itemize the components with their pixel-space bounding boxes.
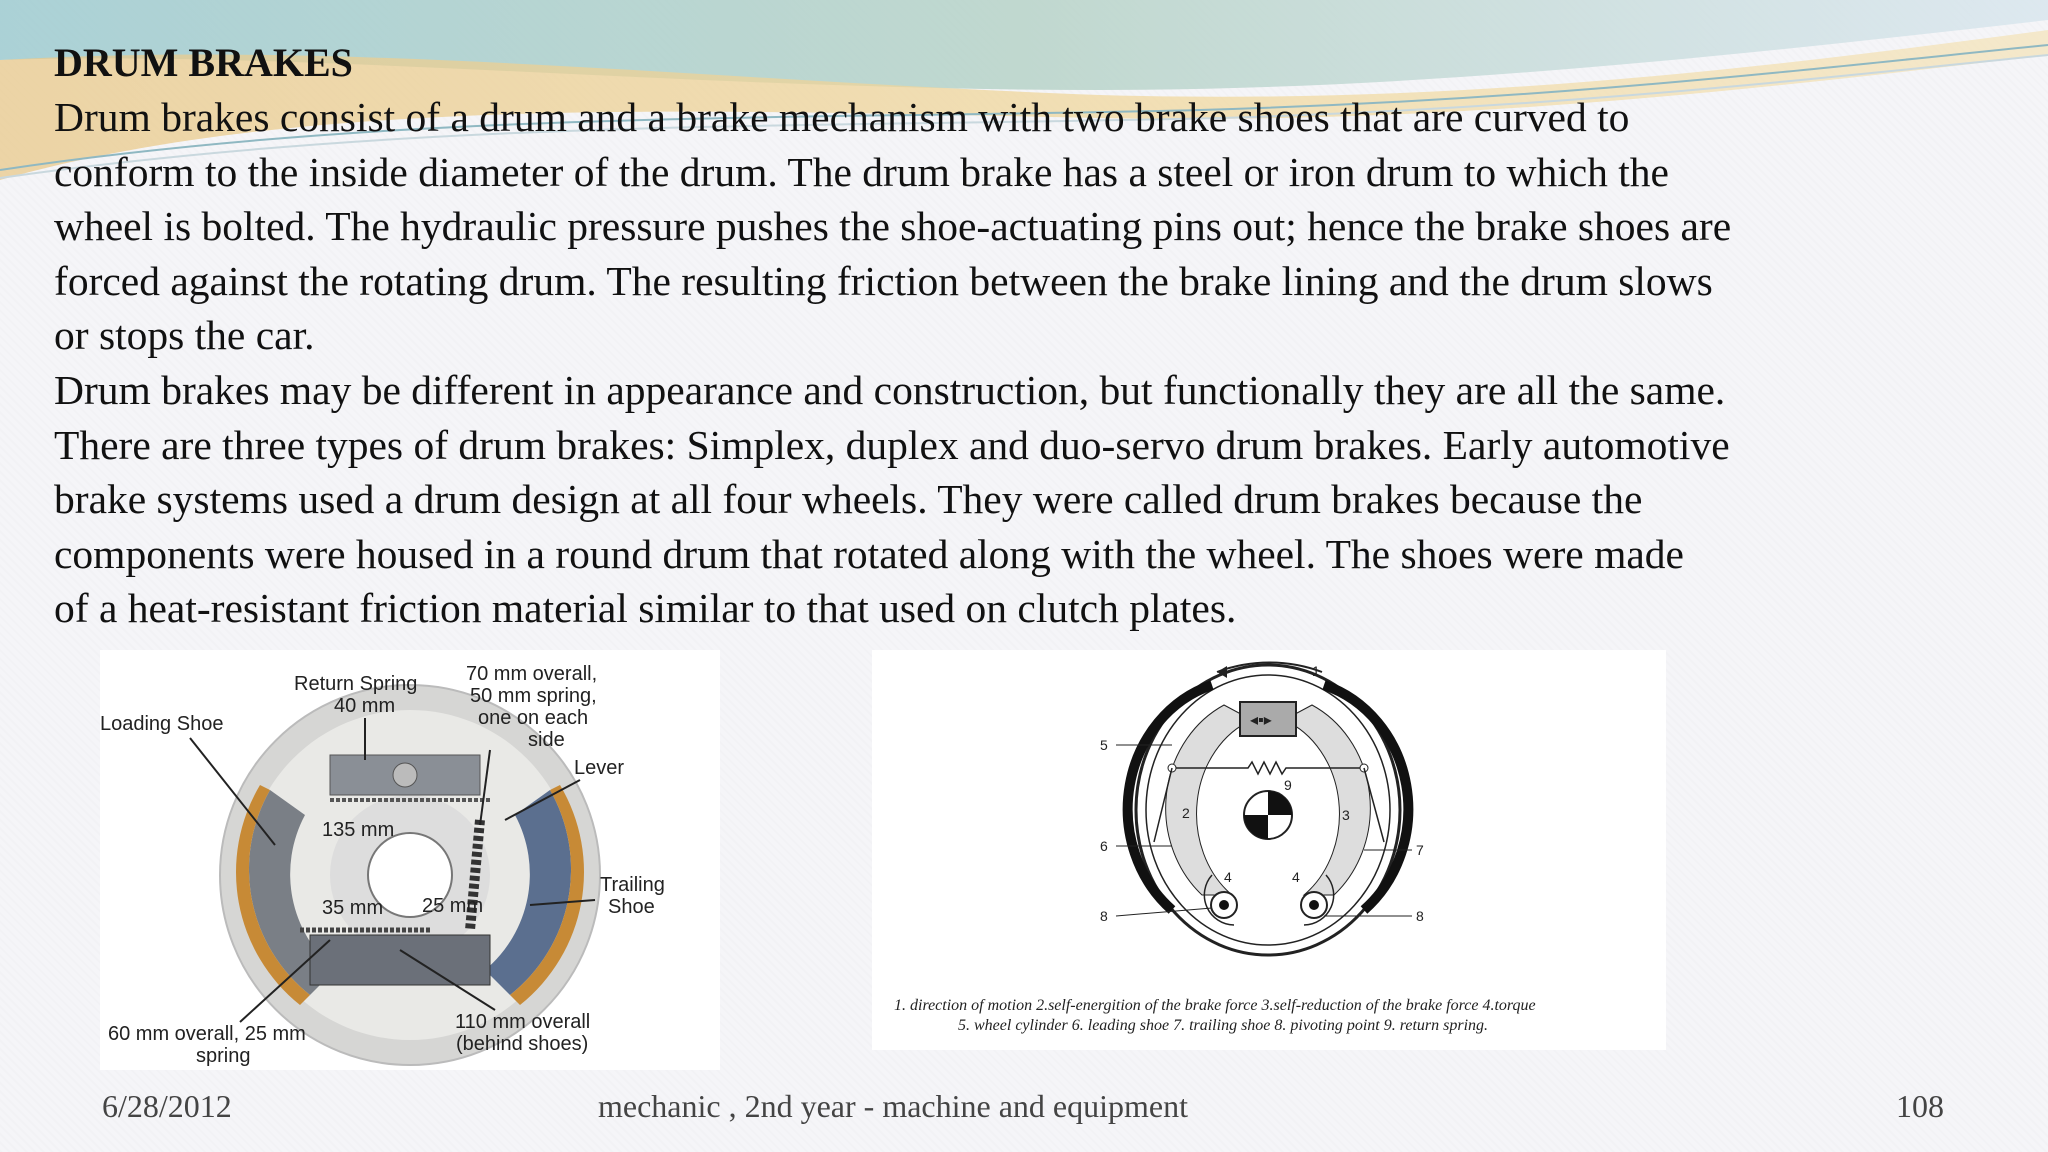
schematic-caption-line2: 5. wheel cylinder 6. leading shoe 7. trailing shoe 8. pivoting point 9. return spring. — [958, 1017, 1489, 1034]
label-lever: Lever — [574, 757, 625, 779]
text-line: Drum brakes may be different in appearance and construction, but functionally they are all the same. — [54, 366, 1726, 413]
num-6: 6 — [1100, 838, 1108, 854]
schematic-caption-line1: 1. direction of motion 2.self-energition of the brake force 3.self-reduction of the brake force 4.torque — [894, 997, 1536, 1014]
text-line: wheel is bolted. The hydraulic pressure pushes the shoe-actuating pins out; hence the brake shoes are — [54, 203, 1732, 250]
label-shoe: Shoe — [608, 896, 655, 918]
label-trailing: Trailing — [600, 874, 665, 896]
slide-content — [54, 36, 2034, 636]
text-line: components were housed in a round drum that rotated along with the wheel. The shoes were made — [54, 530, 1684, 577]
footer-date: 6/28/2012 — [102, 1088, 232, 1124]
num-4-right: 4 — [1292, 869, 1300, 885]
text-line: brake systems used a drum design at all four wheels. They were called drum brakes because the — [54, 476, 1643, 523]
arrows-icon: ◂▪▸ — [1250, 712, 1272, 729]
slide-title: DRUM BRAKES — [54, 40, 353, 85]
num-9: 9 — [1284, 777, 1292, 793]
label-overall-line3: one on each — [478, 707, 589, 729]
footer-page-number: 108 — [1896, 1088, 1944, 1124]
num-4-left: 4 — [1224, 869, 1232, 885]
label-25mm: 25 mm — [422, 895, 484, 917]
label-135mm: 135 mm — [322, 819, 395, 841]
drum-brake-dimension-figure — [100, 650, 720, 1070]
label-bottom-right-1: 110 mm overall — [455, 1011, 591, 1033]
label-bottom-left-1: 60 mm overall, 25 mm — [108, 1023, 306, 1045]
text-line: conform to the inside diameter of the drum. The drum brake has a steel or iron drum to which the — [54, 148, 1669, 195]
label-overall-line4: side — [528, 729, 565, 751]
label-bottom-right-2: (behind shoes) — [456, 1033, 589, 1055]
text-line: There are three types of drum brakes: Simplex, duplex and duo-servo drum brakes. Early automotive — [54, 421, 1730, 468]
label-return-spring-size: 40 mm — [334, 695, 396, 717]
footer-course: mechanic , 2nd year - machine and equipment — [598, 1088, 1188, 1124]
num-8-left: 8 — [1100, 908, 1108, 924]
num-3: 3 — [1342, 807, 1350, 823]
num-1: 1 — [1312, 663, 1320, 679]
label-35mm: 35 mm — [322, 897, 384, 919]
label-overall-line2: 50 mm spring, — [470, 685, 597, 707]
label-bottom-left-2: spring — [196, 1045, 251, 1067]
text-line: forced against the rotating drum. The resulting friction between the brake lining and the drum slows — [54, 257, 1713, 304]
label-return-spring: Return Spring — [294, 673, 418, 695]
label-overall-line1: 70 mm overall, — [466, 663, 598, 685]
text-line: of a heat-resistant friction material similar to that used on clutch plates. — [54, 585, 1237, 632]
num-5: 5 — [1100, 737, 1108, 753]
num-2: 2 — [1182, 805, 1190, 821]
label-loading-shoe: Loading Shoe — [100, 713, 224, 735]
simplex-drum-brake-schematic — [872, 650, 1666, 1050]
num-7: 7 — [1416, 842, 1424, 858]
text-line: Drum brakes consist of a drum and a brake mechanism with two brake shoes that are curved to — [54, 94, 1630, 140]
figures-area — [0, 650, 2048, 1070]
num-8-right: 8 — [1416, 908, 1424, 924]
text-line: or stops the car. — [54, 312, 315, 359]
